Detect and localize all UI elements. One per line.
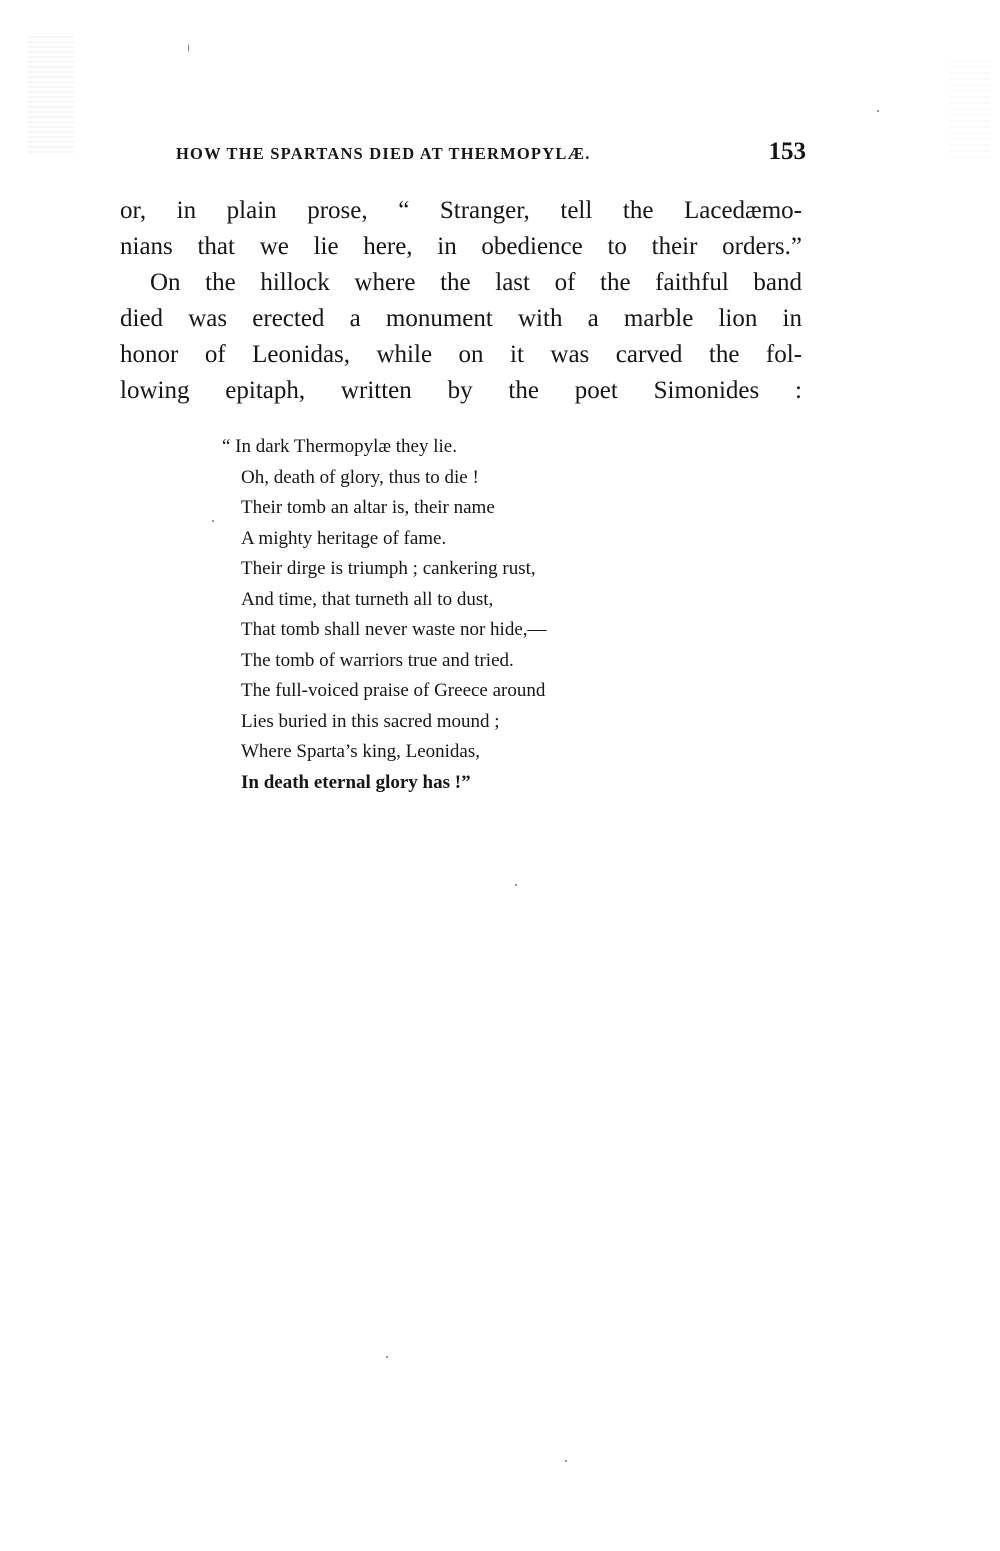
prose-line: nians that we lie here, in obedience to their orders.” <box>120 233 802 260</box>
prose-line: honor of Leonidas, while on it was carved the fol- <box>120 341 802 368</box>
scan-speck <box>565 1460 567 1462</box>
prose-paragraphs <box>120 193 802 409</box>
poem-line: The full-voiced praise of Greece around <box>241 680 546 701</box>
poem-line: In death eternal glory has !” <box>241 771 471 793</box>
scan-speck <box>877 110 879 112</box>
poem-line: The tomb of warriors true and tried. <box>241 649 514 671</box>
poem-line: Oh, death of glory, thus to die ! <box>241 466 479 488</box>
scan-noise-right <box>950 60 990 160</box>
poem-line: Their dirge is triumph ; cankering rust, <box>241 558 536 579</box>
poem-line: Where Sparta’s king, Leonidas, <box>241 741 481 762</box>
scan-speck <box>188 44 189 52</box>
prose-line: lowing epitaph, written by the poet Simonides : <box>120 377 802 404</box>
prose-line: or, in plain prose, “ Stranger, tell the Lacedæmo- <box>120 197 802 224</box>
poem-line: Their tomb an altar is, their name <box>241 497 495 518</box>
scan-noise-left <box>28 36 74 156</box>
page-number: 153 <box>768 138 806 165</box>
scan-speck <box>386 1356 388 1358</box>
poem-line: And time, that turneth all to dust, <box>241 588 494 610</box>
running-header <box>176 138 806 170</box>
prose-line: died was erected a monument with a marble lion in <box>120 305 802 332</box>
prose-line: On the hillock where the last of the faithful band <box>150 269 802 296</box>
scan-speck <box>515 884 517 886</box>
poem-line: “ In dark Thermopylæ they lie. <box>222 436 457 457</box>
poem-line: That tomb shall never waste nor hide,— <box>241 619 547 640</box>
scan-speck <box>212 520 214 522</box>
epitaph-poem <box>222 432 702 798</box>
poem-line: Lies buried in this sacred mound ; <box>241 710 500 732</box>
running-title: HOW THE SPARTANS DIED AT THERMOPYLÆ. <box>176 144 591 163</box>
poem-line: A mighty heritage of fame. <box>241 527 447 549</box>
